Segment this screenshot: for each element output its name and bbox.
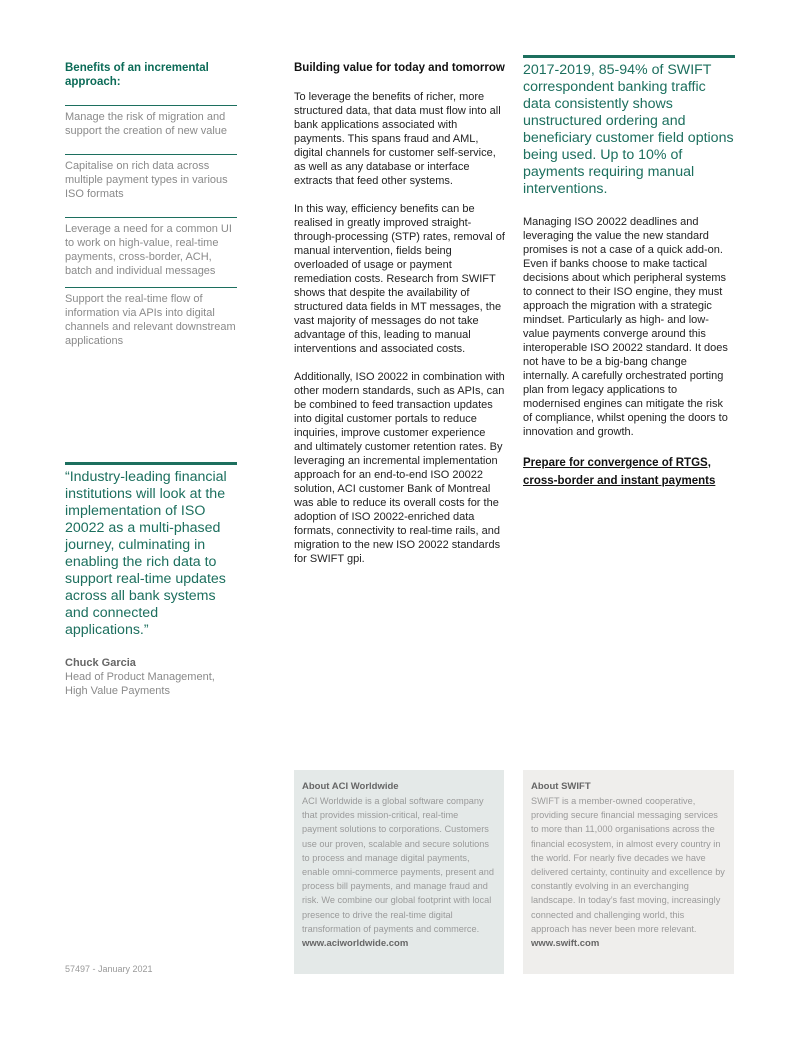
quote-author: Chuck Garcia [65,657,136,669]
main-column [294,61,506,580]
benefit-item: Support the real-time flow of information via APIs into digital channels and relevant downstream applications [65,287,237,348]
section-heading: Building value for today and tomorrow [294,62,505,74]
stat-callout [523,55,735,198]
aci-website-link[interactable]: www.aciworldwide.com [302,938,409,950]
benefit-item: Capitalise on rich data across multiple payment types in various ISO formats [65,154,237,217]
benefit-item: Leverage a need for a common UI to work on high-value, real-time payments, cross-border, ACH, batch and individual messages [65,217,237,287]
about-swift-box [523,770,734,974]
document-footer: 57497 - January 2021 [65,964,153,974]
body-paragraph: Managing ISO 20022 deadlines and leveraging the value the new standard promises is not a case of a quick add-on. Even if banks choose to make tactical decisions about which peripheral systems to connect to their ISO engine, they must approach the migration with a strategic mindset. Particularly as high- and low-value payments converge around this interoperable ISO 20022 standard. It does not have to be a big-bang change internally. A carefully orchestrated porting plan from legacy applications to modernised engines can mitigate the risk of compliance, whilst opening the doors to innovation and growth. [523,216,728,438]
benefit-item: Manage the risk of migration and support the creation of new value [65,105,237,154]
about-swift-title: About SWIFT [531,781,591,792]
convergence-link[interactable]: Prepare for convergence of RTGS, cross-border and instant payments [523,457,716,487]
quote-author-role: Head of Product Management, High Value Payments [65,671,215,697]
about-aci-box [294,770,504,974]
body-paragraph: In this way, efficiency benefits can be realised in greatly improved straight-through-processing (STP) rates, removal of manual intervention, fields being overloaded of usage or payment remediation costs. Research from SWIFT shows that despite the availability of structured data fields in MT messages, the vast majority of messages do not take advantage of this, leading to manual interventions and associated costs. [294,203,505,355]
about-aci-text: ACI Worldwide is a global software company that provides mission-critical, real-time payment solutions to corporations. Customers use our proven, scalable and secure solutions to process and manage digital payments, enable omni-commerce payments, present and process bill payments, and manage fraud and risk. We combine our global footprint with local presence to drive the real-time digital transformation of payments and commerce. [302,796,495,934]
benefits-column [65,61,237,348]
right-column [523,215,735,489]
body-paragraph: To leverage the benefits of richer, more structured data, that data must flow into all bank applications associated with payments. This spans fraud and AML, digital channels for customer self-service, as well as any database or interface extracts that feed other systems. [294,91,501,187]
about-aci-title: About ACI Worldwide [302,781,399,792]
stat-text: 2017-2019, 85-94% of SWIFT correspondent banking traffic data consistently shows unstructured ordering and beneficiary customer field options being used. Up to 10% of payments requiring manual interventions. [523,55,735,198]
about-swift-text: SWIFT is a member-owned cooperative, providing secure financial messaging services to more than 11,000 organisations across the financial ecosystem, in almost every country in the world. For nearly five decades we have delivered certainty, continuity and excellence by constantly evolving in an everchanging landscape. In today’s fast moving, increasingly connected and challenging world, this approach has never been more relevant. [531,796,725,934]
swift-website-link[interactable]: www.swift.com [531,938,600,950]
benefits-heading: Benefits of an incremental approach: [65,62,209,88]
quote-text: “Industry-leading financial institutions will look at the implementation of ISO 20022 as a multi-phased journey, culminating in enabling the rich data to support real-time updates across all bank systems and connected applications.” [65,469,227,638]
pull-quote [65,462,237,698]
body-paragraph: Additionally, ISO 20022 in combination with other modern standards, such as APIs, can be combined to feed transaction updates into digital customer portals to reduce inquiries, improve customer experience and ultimately customer retention rates. By leveraging an incremental implementation approach for an end-to-end ISO 20022 solution, ACI customer Bank of Montreal was able to reduce its overall costs for the adoption of ISO 20022-enriched data formats, connectivity to real-time rails, and migration to the new ISO 20022 standards for SWIFT gpi. [294,371,505,565]
